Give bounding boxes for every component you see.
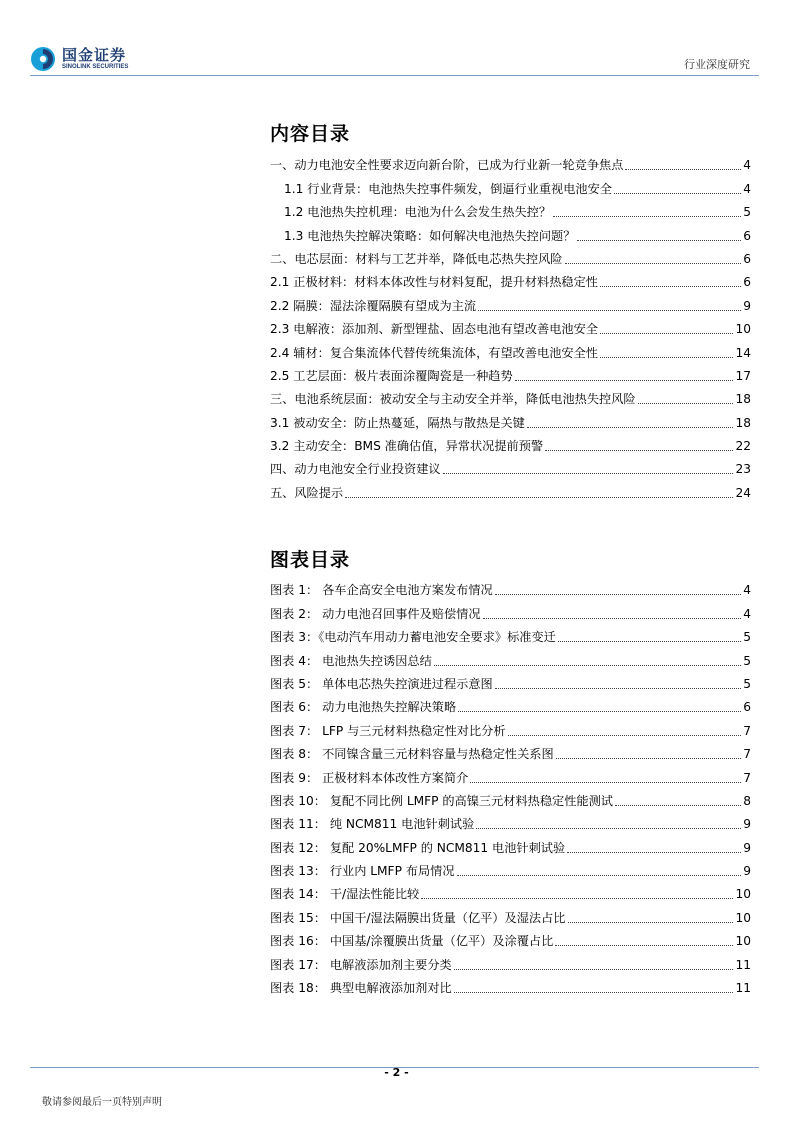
toc-entry-label: 3.2 主动安全：BMS 准确估值，异常状况提前预警 xyxy=(270,439,544,454)
toc-leader-dots xyxy=(625,169,741,170)
toc-entry[interactable] xyxy=(270,669,751,692)
company-logo xyxy=(30,46,128,72)
report-type: 行业深度研究 xyxy=(684,58,750,71)
toc-entry-page: 9 xyxy=(743,864,751,879)
logo-chinese-name: 国金证券 xyxy=(62,46,127,64)
toc-leader-dots xyxy=(638,403,734,404)
toc-entry[interactable] xyxy=(270,856,751,879)
toc-leader-dots xyxy=(577,240,741,241)
toc-leader-dots xyxy=(478,310,741,311)
toc-leader-dots xyxy=(454,969,734,970)
toc-entry-label: 图表 11： 纯 NCM811 电池针刺试验 xyxy=(270,817,475,832)
toc-leader-dots xyxy=(458,711,741,712)
toc-entry-page: 5 xyxy=(743,653,751,668)
toc-entry[interactable] xyxy=(270,786,751,809)
toc-entry-page: 11 xyxy=(735,981,751,996)
toc-entry[interactable] xyxy=(270,314,751,337)
toc-entry[interactable] xyxy=(270,384,751,407)
page-number: - 2 - xyxy=(384,1066,409,1079)
toc-leader-dots xyxy=(600,286,741,287)
toc-entry-page: 4 xyxy=(743,158,751,173)
toc-entry[interactable] xyxy=(270,220,751,243)
toc-entry[interactable] xyxy=(270,832,751,855)
toc-leader-dots xyxy=(515,380,734,381)
toc-entry-page: 10 xyxy=(735,322,751,337)
toc-entry[interactable] xyxy=(270,454,751,477)
header-divider xyxy=(30,75,759,76)
toc-entry[interactable] xyxy=(270,762,751,785)
toc-entry-label: 图表 10： 复配不同比例 LMFP 的高镍三元材料热稳定性能测试 xyxy=(270,793,613,808)
toc-leader-dots xyxy=(495,594,742,595)
toc-leader-dots xyxy=(476,828,741,829)
toc-entry-page: 9 xyxy=(743,840,751,855)
toc-entry-label: 图表 9： 正极材料本体改性方案简介 xyxy=(270,770,469,785)
toc-entry-page: 6 xyxy=(743,700,751,715)
figures-title: 图表目录 xyxy=(270,549,351,571)
toc-entry-label: 图表 7： LFP 与三元材料热稳定性对比分析 xyxy=(270,723,506,738)
toc-entry-page: 22 xyxy=(735,439,751,454)
toc-entry-label: 2.5 工艺层面：极片表面涂覆陶瓷是一种趋势 xyxy=(270,368,513,383)
figures-list xyxy=(270,575,751,996)
toc-leader-dots xyxy=(600,333,734,334)
toc-entry-page: 8 xyxy=(743,793,751,808)
toc-entry-label: 五、风险提示 xyxy=(270,485,344,500)
toc-entry-label: 一、动力电池安全性要求迈向新台阶，已成为行业新一轮竞争焦点 xyxy=(270,158,624,173)
toc-leader-dots xyxy=(457,875,742,876)
toc-entry-page: 24 xyxy=(735,485,751,500)
logo-english-name: SINOLINK SECURITIES xyxy=(62,64,129,70)
toc-leader-dots xyxy=(558,641,741,642)
toc-entry[interactable] xyxy=(270,645,751,668)
toc-leader-dots xyxy=(567,852,741,853)
toc-entry-label: 1.1 行业背景：电池热失控事件频发，倒逼行业重视电池安全 xyxy=(284,181,612,196)
toc-entry[interactable] xyxy=(270,290,751,313)
toc-entry-page: 10 xyxy=(735,934,751,949)
toc-entry[interactable] xyxy=(270,431,751,454)
toc-entry-label: 1.3 电池热失控解决策略：如何解决电池热失控问题？ xyxy=(284,228,576,243)
toc-entry-label: 图表 15： 中国干/湿法隔膜出货量（亿平）及湿法占比 xyxy=(270,910,566,925)
toc-leader-dots xyxy=(555,945,733,946)
toc-entry[interactable] xyxy=(270,622,751,645)
toc-entry[interactable] xyxy=(270,973,751,996)
toc-entry-page: 6 xyxy=(743,251,751,266)
toc-entry[interactable] xyxy=(270,739,751,762)
toc-entry[interactable] xyxy=(270,267,751,290)
toc-entry-page: 18 xyxy=(735,415,751,430)
toc-entry-label: 图表 18： 典型电解液添加剂对比 xyxy=(270,981,452,996)
toc-entry-page: 4 xyxy=(743,606,751,621)
toc-entry[interactable] xyxy=(270,361,751,384)
contents-list xyxy=(270,150,751,501)
toc-leader-dots xyxy=(454,992,734,993)
toc-entry-label: 三、电池系统层面：被动安全与主动安全并举，降低电池热失控风险 xyxy=(270,392,636,407)
toc-entry-label: 图表 8： 不同镍含量三元材料容量与热稳定性关系图 xyxy=(270,747,554,762)
toc-entry-label: 1.2 电池热失控机理：电池为什么会发生热失控？ xyxy=(284,205,552,220)
toc-leader-dots xyxy=(527,427,734,428)
toc-leader-dots xyxy=(615,805,741,806)
toc-leader-dots xyxy=(483,618,742,619)
toc-entry-page: 4 xyxy=(743,583,751,598)
toc-entry-label: 图表 13： 行业内 LMFP 布局情况 xyxy=(270,864,455,879)
toc-entry-page: 10 xyxy=(735,887,751,902)
toc-entry-label: 图表 4： 电池热失控诱因总结 xyxy=(270,653,432,668)
toc-entry-label: 图表 16： 中国基/涂覆膜出货量（亿平）及涂覆占比 xyxy=(270,934,554,949)
toc-entry-page: 10 xyxy=(735,910,751,925)
toc-entry-label: 2.1 正极材料：材料本体改性与材料复配，提升材料热稳定性 xyxy=(270,275,598,290)
toc-entry[interactable] xyxy=(270,879,751,902)
contents-title: 内容目录 xyxy=(270,123,351,145)
toc-entry-label: 2.4 辅材：复合集流体代替传统集流体，有望改善电池安全性 xyxy=(270,345,598,360)
toc-entry-page: 6 xyxy=(743,275,751,290)
logo-icon xyxy=(30,46,56,72)
toc-leader-dots xyxy=(556,758,742,759)
toc-entry-page: 9 xyxy=(743,298,751,313)
toc-entry-page: 18 xyxy=(735,392,751,407)
toc-entry-page: 5 xyxy=(743,676,751,691)
toc-entry[interactable] xyxy=(270,197,751,220)
toc-entry-label: 四、动力电池安全行业投资建议 xyxy=(270,462,441,477)
toc-entry-page: 7 xyxy=(743,770,751,785)
toc-entry[interactable] xyxy=(270,809,751,832)
toc-entry-label: 3.1 被动安全：防止热蔓延，隔热与散热是关键 xyxy=(270,415,525,430)
toc-entry[interactable] xyxy=(270,902,751,925)
toc-entry-page: 5 xyxy=(743,205,751,220)
toc-entry-label: 图表 14： 干/湿法性能比较 xyxy=(270,887,420,902)
toc-leader-dots xyxy=(614,193,741,194)
toc-entry-label: 图表 1： 各车企高安全电池方案发布情况 xyxy=(270,583,493,598)
toc-entry-label: 图表 17： 电解液添加剂主要分类 xyxy=(270,957,452,972)
toc-entry[interactable] xyxy=(270,575,751,598)
toc-entry-page: 6 xyxy=(743,228,751,243)
toc-entry[interactable] xyxy=(270,477,751,500)
toc-entry[interactable] xyxy=(270,926,751,949)
toc-entry-page: 7 xyxy=(743,723,751,738)
toc-entry-page: 7 xyxy=(743,747,751,762)
toc-entry[interactable] xyxy=(270,949,751,972)
toc-entry-label: 二、电芯层面：材料与工艺并举，降低电芯热失控风险 xyxy=(270,251,563,266)
toc-entry[interactable] xyxy=(270,692,751,715)
toc-leader-dots xyxy=(470,782,741,783)
page-header xyxy=(0,0,793,80)
toc-entry-page: 23 xyxy=(735,462,751,477)
toc-entry-label: 2.3 电解液：添加剂、新型锂盐、固态电池有望改善电池安全 xyxy=(270,322,598,337)
toc-entry-page: 11 xyxy=(735,957,751,972)
toc-entry[interactable] xyxy=(270,150,751,173)
toc-entry-label: 图表 5： 单体电芯热失控演进过程示意图 xyxy=(270,676,493,691)
toc-entry-page: 9 xyxy=(743,817,751,832)
toc-entry-label: 图表 12： 复配 20%LMFP 的 NCM811 电池针刺试验 xyxy=(270,840,566,855)
toc-entry[interactable] xyxy=(270,337,751,360)
toc-leader-dots xyxy=(565,263,742,264)
toc-entry[interactable] xyxy=(270,598,751,621)
toc-leader-dots xyxy=(495,688,742,689)
disclaimer-note: 敬请参阅最后一页特别声明 xyxy=(42,1097,162,1108)
toc-entry[interactable] xyxy=(270,407,751,430)
toc-leader-dots xyxy=(553,216,741,217)
toc-leader-dots xyxy=(545,450,733,451)
toc-entry-page: 4 xyxy=(743,181,751,196)
toc-entry[interactable] xyxy=(270,244,751,267)
toc-leader-dots xyxy=(508,735,742,736)
toc-entry-page: 5 xyxy=(743,630,751,645)
toc-leader-dots xyxy=(434,665,741,666)
toc-entry-page: 17 xyxy=(735,368,751,383)
toc-entry-label: 图表 2： 动力电池召回事件及赔偿情况 xyxy=(270,606,481,621)
toc-leader-dots xyxy=(600,357,734,358)
toc-entry-label: 2.2 隔膜：湿法涂覆隔膜有望成为主流 xyxy=(270,298,477,313)
toc-leader-dots xyxy=(421,898,733,899)
toc-entry-page: 14 xyxy=(735,345,751,360)
toc-leader-dots xyxy=(345,497,733,498)
toc-leader-dots xyxy=(568,922,734,923)
toc-entry[interactable] xyxy=(270,715,751,738)
toc-entry-label: 图表 3：《电动汽车用动力蓄电池安全要求》标准变迁 xyxy=(270,630,556,645)
toc-leader-dots xyxy=(443,473,734,474)
toc-entry[interactable] xyxy=(270,173,751,196)
toc-entry-label: 图表 6： 动力电池热失控解决策略 xyxy=(270,700,457,715)
